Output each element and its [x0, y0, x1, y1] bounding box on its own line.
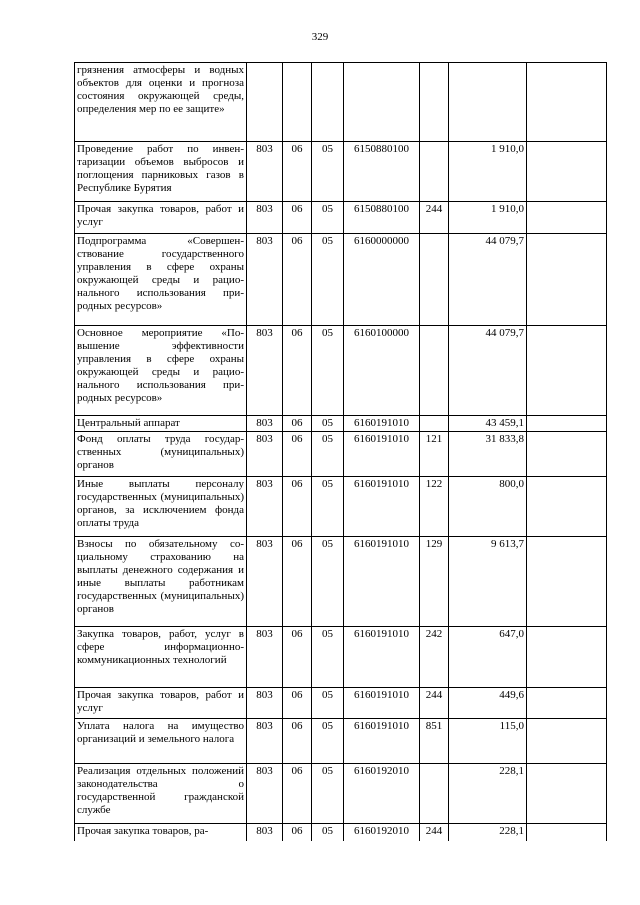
expense-type-code: 244	[420, 688, 449, 719]
table-row	[75, 764, 607, 824]
row-name: Прочая закупка товаров, работ и услуг	[75, 202, 247, 234]
extra-cell	[527, 326, 607, 416]
target-code: 6160192010	[344, 764, 420, 824]
extra-cell	[527, 432, 607, 477]
ministry-code: 803	[247, 326, 283, 416]
row-name: Закупка товаров, работ, услуг в сфере информационно-коммуникационных технологий	[75, 627, 247, 688]
ministry-code: 803	[247, 477, 283, 537]
row-name: Прочая закупка товаров, работ и услуг	[75, 688, 247, 719]
section-code: 06	[283, 824, 312, 841]
row-name: Уплата налога на имущество организаций и земельного налога	[75, 719, 247, 764]
subsection-code: 05	[312, 688, 344, 719]
row-name: Проведение работ по инвентаризации объемов выбросов и поглощения парниковых газов в Республике Бурятия	[75, 142, 247, 202]
table-row	[75, 432, 607, 477]
target-code: 6160100000	[344, 326, 420, 416]
target-code: 6150880100	[344, 202, 420, 234]
row-name: Иные выплаты персоналу государственных (муниципальных) органов, за исключением фонда оплаты труда	[75, 477, 247, 537]
amount-value: 228,1	[449, 764, 527, 824]
target-code: 6160191010	[344, 688, 420, 719]
expense-type-code	[420, 63, 449, 142]
expense-type-code	[420, 234, 449, 326]
target-code: 6160191010	[344, 416, 420, 432]
expense-type-code: 121	[420, 432, 449, 477]
section-code: 06	[283, 537, 312, 627]
extra-cell	[527, 477, 607, 537]
expense-type-code: 242	[420, 627, 449, 688]
section-code: 06	[283, 202, 312, 234]
target-code	[344, 63, 420, 142]
amount-value: 1 910,0	[449, 142, 527, 202]
expense-type-code	[420, 764, 449, 824]
table-row	[75, 688, 607, 719]
subsection-code: 05	[312, 719, 344, 764]
subsection-code: 05	[312, 477, 344, 537]
amount-value: 31 833,8	[449, 432, 527, 477]
table-row	[75, 142, 607, 202]
ministry-code: 803	[247, 432, 283, 477]
ministry-code: 803	[247, 627, 283, 688]
subsection-code: 05	[312, 234, 344, 326]
extra-cell	[527, 202, 607, 234]
extra-cell	[527, 537, 607, 627]
section-code	[283, 63, 312, 142]
amount-value: 43 459,1	[449, 416, 527, 432]
extra-cell	[527, 627, 607, 688]
target-code: 6160191010	[344, 627, 420, 688]
row-name: Центральный аппарат	[75, 416, 247, 432]
ministry-code: 803	[247, 234, 283, 326]
expense-type-code: 244	[420, 202, 449, 234]
section-code: 06	[283, 764, 312, 824]
expense-type-code: 129	[420, 537, 449, 627]
table-row	[75, 234, 607, 326]
table-row	[75, 63, 607, 142]
row-name: Взносы по обязательному социальному страхованию на выплаты денежного содержания и иные выплаты работникам государственных (муниципальных) органов	[75, 537, 247, 627]
extra-cell	[527, 824, 607, 841]
subsection-code: 05	[312, 202, 344, 234]
ministry-code: 803	[247, 764, 283, 824]
section-code: 06	[283, 627, 312, 688]
ministry-code: 803	[247, 202, 283, 234]
ministry-code: 803	[247, 416, 283, 432]
target-code: 6150880100	[344, 142, 420, 202]
ministry-code: 803	[247, 688, 283, 719]
amount-value: 449,6	[449, 688, 527, 719]
amount-value: 228,1	[449, 824, 527, 841]
expense-type-code: 851	[420, 719, 449, 764]
target-code: 6160191010	[344, 432, 420, 477]
subsection-code: 05	[312, 326, 344, 416]
row-name: Основное мероприятие «Повышение эффективности управления в сфере охраны окружающей среды и рационального использования природных ресурсов»	[75, 326, 247, 416]
extra-cell	[527, 764, 607, 824]
table-row	[75, 477, 607, 537]
subsection-code: 05	[312, 432, 344, 477]
ministry-code: 803	[247, 719, 283, 764]
subsection-code: 05	[312, 627, 344, 688]
table-row	[75, 719, 607, 764]
table-row	[75, 627, 607, 688]
target-code: 6160191010	[344, 477, 420, 537]
budget-table	[74, 62, 607, 841]
amount-value: 44 079,7	[449, 326, 527, 416]
extra-cell	[527, 416, 607, 432]
section-code: 06	[283, 477, 312, 537]
row-name: Реализация отдельных положений законодательства о государственной гражданской службе	[75, 764, 247, 824]
subsection-code: 05	[312, 142, 344, 202]
row-name: грязнения атмосферы и водных объектов для оценки и прогноза состояния окружающей среды, определения мер по ее защите»	[75, 63, 247, 142]
extra-cell	[527, 688, 607, 719]
ministry-code	[247, 63, 283, 142]
expense-type-code: 122	[420, 477, 449, 537]
expense-type-code	[420, 416, 449, 432]
row-name: Прочая закупка товаров, ра-	[75, 824, 247, 841]
amount-value: 1 910,0	[449, 202, 527, 234]
section-code: 06	[283, 142, 312, 202]
row-name: Фонд оплаты труда государственных (муниципальных) органов	[75, 432, 247, 477]
subsection-code: 05	[312, 764, 344, 824]
amount-value: 115,0	[449, 719, 527, 764]
target-code: 6160191010	[344, 719, 420, 764]
section-code: 06	[283, 688, 312, 719]
table-row	[75, 202, 607, 234]
subsection-code: 05	[312, 416, 344, 432]
section-code: 06	[283, 234, 312, 326]
row-name: Подпрограмма «Совершенствование государственного управления в сфере охраны окружающей среды и рационального использования природных ресурсов»	[75, 234, 247, 326]
target-code: 6160192010	[344, 824, 420, 841]
section-code: 06	[283, 326, 312, 416]
amount-value: 800,0	[449, 477, 527, 537]
subsection-code: 05	[312, 537, 344, 627]
section-code: 06	[283, 719, 312, 764]
extra-cell	[527, 234, 607, 326]
amount-value: 44 079,7	[449, 234, 527, 326]
extra-cell	[527, 142, 607, 202]
ministry-code: 803	[247, 142, 283, 202]
table-row	[75, 416, 607, 432]
amount-value: 9 613,7	[449, 537, 527, 627]
subsection-code	[312, 63, 344, 142]
target-code: 6160191010	[344, 537, 420, 627]
subsection-code: 05	[312, 824, 344, 841]
extra-cell	[527, 719, 607, 764]
table-row	[75, 326, 607, 416]
amount-value	[449, 63, 527, 142]
expense-type-code	[420, 142, 449, 202]
ministry-code: 803	[247, 537, 283, 627]
ministry-code: 803	[247, 824, 283, 841]
expense-type-code	[420, 326, 449, 416]
page-number: 329	[311, 31, 329, 43]
amount-value: 647,0	[449, 627, 527, 688]
section-code: 06	[283, 432, 312, 477]
section-code: 06	[283, 416, 312, 432]
extra-cell	[527, 63, 607, 142]
table-row	[75, 537, 607, 627]
expense-type-code: 244	[420, 824, 449, 841]
target-code: 6160000000	[344, 234, 420, 326]
table-row	[75, 824, 607, 841]
